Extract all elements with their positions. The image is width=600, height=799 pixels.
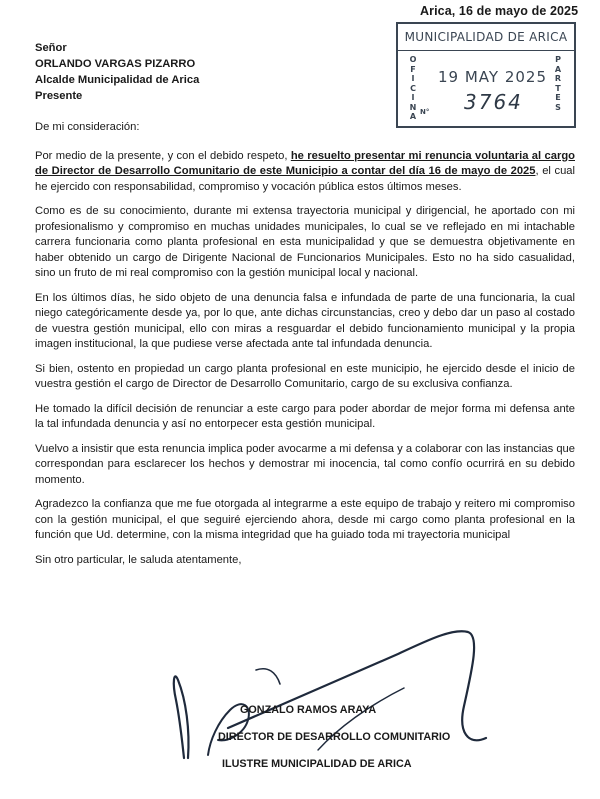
closing-line: Sin otro particular, le saluda atentamente, (35, 553, 242, 566)
addressee-presente: Presente (35, 90, 83, 102)
stamp-organization: MUNICIPALIDAD DE ARICA (404, 30, 568, 44)
paragraph-gratitude: Agradezco la confianza que me fue otorgada al integrarme a este equipo de trabajo y reitero mi compromiso con la gestión municipal, el que seguiré ejerciendo ahora, desde mi cargo como planta profesional en la función que Ud. determine, con la misma integridad que ha guiado toda mi trayectoria municipal (35, 498, 575, 541)
paragraph-complaint: En los últimos días, he sido objeto de una denuncia falsa e infundada de parte de una funcionaria, la cual niego categóricamente desde ya, por lo que, ante dichas circunstancias, creo y debo dar un paso al costado de vuestra gestión municipal, ello con miras a resguardar el debido funcionamiento municipal y la propia imagen institucional, la que pudiese verse afectada ante tal infundada denuncia. (35, 291, 575, 350)
paragraph-position: Si bien, ostento en propiedad un cargo planta profesional en este municipio, he ejercido desde el inicio de vuestra gestión el cargo de Director de Desarrollo Comunitario, cargo de su exclusiva confianza. (35, 362, 575, 390)
addressee-position: Alcalde Municipalidad de Arica (35, 74, 200, 86)
signer-organization: ILUSTRE MUNICIPALIDAD DE ARICA (222, 758, 412, 770)
letter-date: Arica, 16 de mayo de 2025 (420, 4, 579, 18)
stamp-divider (398, 50, 574, 51)
paragraph-career: Como es de su conocimiento, durante mi extensa trayectoria municipal y dirigencial, he aportado con mi profesionalismo y compromiso en muchas unidades municipales, lo cual se ve reflejado en mi intachable carrera funcionaria como planta profesional en esta municipalidad y que se demuestra objetivamente en haber obtenido un cargo de Dirigente Nacional de Funcionarios Municipales. Esto no ha sido casualidad, sino un fruto de mi real compromiso con la gestión municipal local y nacional. (35, 205, 575, 279)
letter-body (35, 120, 575, 577)
stamp-right-vertical: P A R T E S (554, 55, 562, 112)
paragraph-resignation (35, 149, 575, 196)
addressee-name: ORLANDO VARGAS PIZARRO (35, 58, 196, 70)
paragraph-1-end: , el cual he ejercido con responsabilidad, compromiso y vocación pública estos últimos meses. (35, 165, 576, 193)
reception-stamp (396, 22, 576, 128)
paragraph-decision: He tomado la difícil decisión de renunciar a este cargo para poder abordar de mejor forma mi defensa ante la tal infundada denuncia y así no entorpecer esta gestión municipal. (35, 402, 575, 430)
resignation-statement: he resuelto presentar mi renuncia voluntaria al cargo de Director de Desarrollo Comunitario de este Municipio a contar del día 16 de mayo de 2025 (35, 149, 575, 177)
stamp-number-label: N° (420, 108, 430, 116)
addressee-block (35, 40, 199, 104)
paragraph-1-start: Por medio de la presente, y con el debido respeto, (35, 149, 291, 162)
stamp-date: 19 MAY 2025 (438, 68, 547, 86)
stamp-number: 3764 (464, 90, 523, 114)
signer-name: GONZALO RAMOS ARAYA (240, 704, 377, 716)
addressee-title: Señor (35, 42, 67, 54)
signer-title: DIRECTOR DE DESARROLLO COMUNITARIO (218, 731, 451, 743)
salutation: De mi consideración: (35, 121, 140, 133)
stamp-left-vertical: O F I C I N A (409, 55, 417, 121)
paragraph-defense: Vuelvo a insistir que esta renuncia implica poder avocarme a mi defensa y a colaborar con las instancias que correspondan para esclarecer los hechos y demostrar mi inocencia, tal como confío ocurrirá en su debido momento. (35, 442, 575, 486)
